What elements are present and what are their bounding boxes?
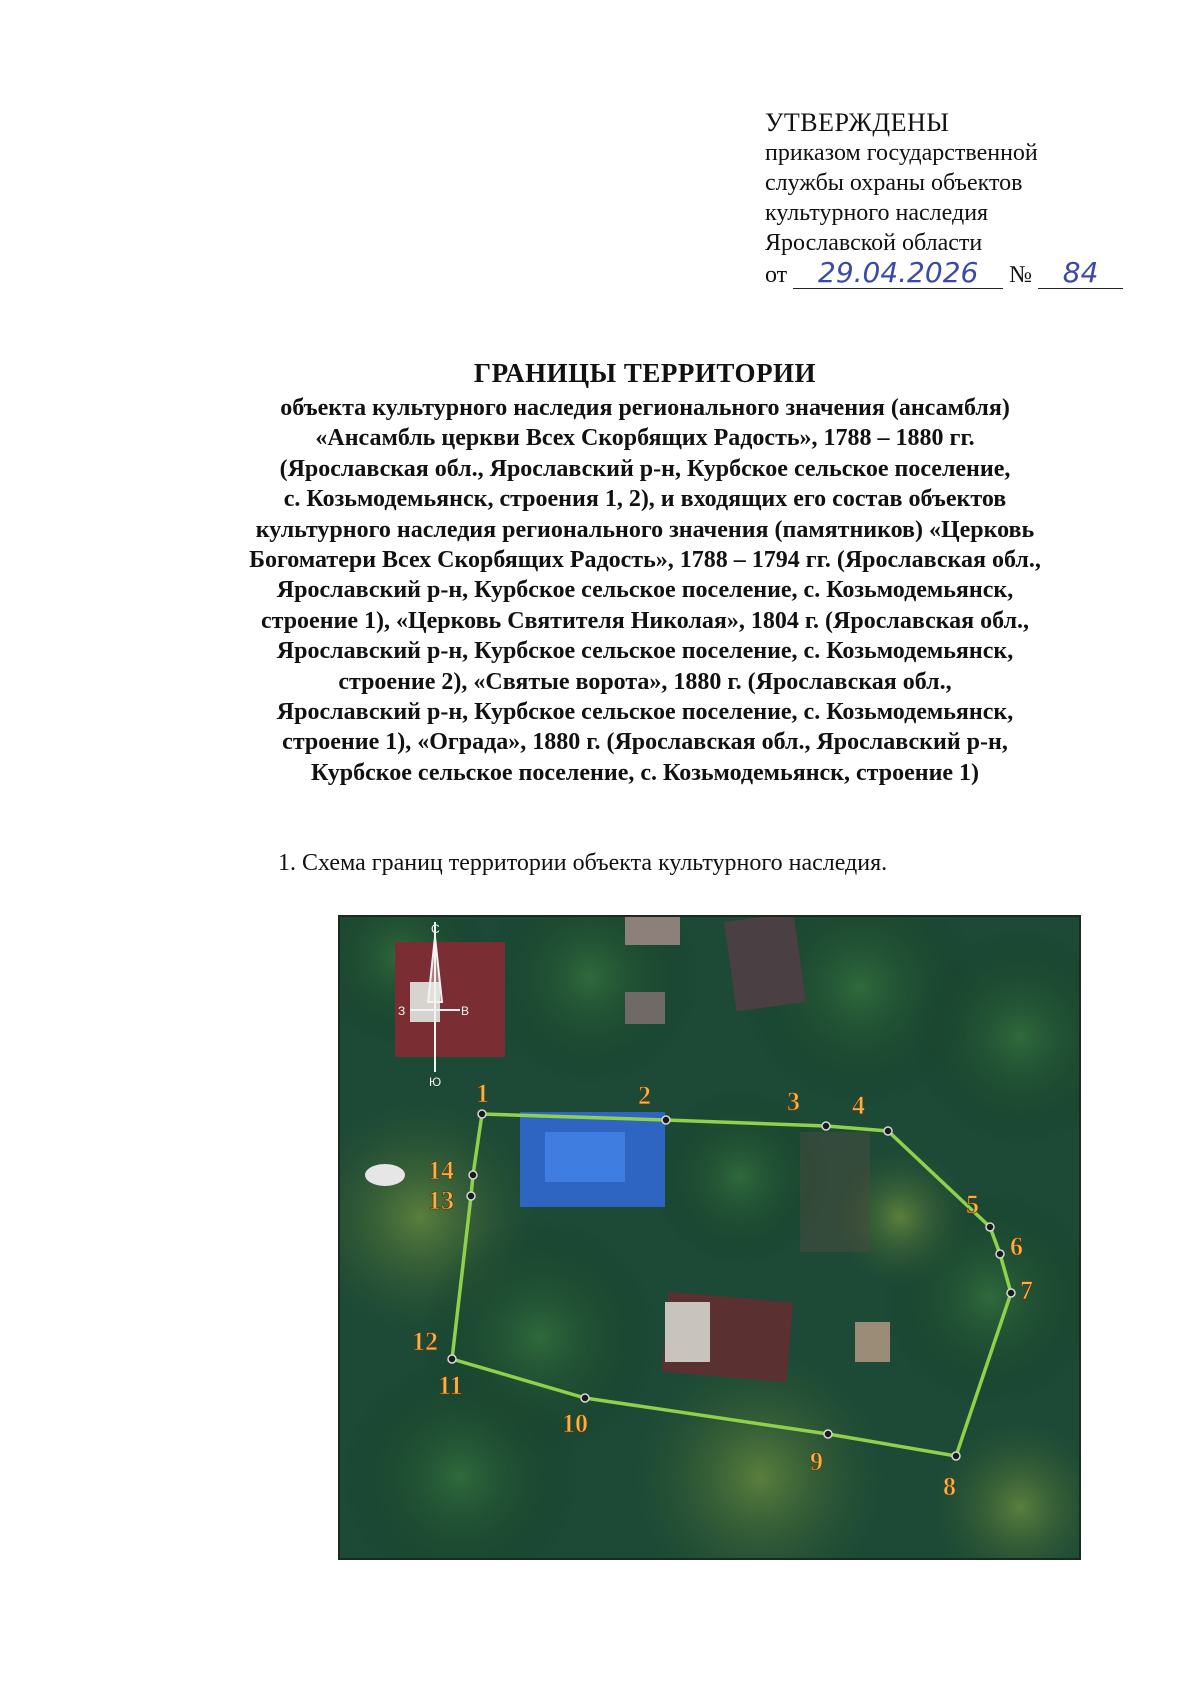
- handwritten-number: 84: [1038, 258, 1123, 289]
- boundary-point-label: 2: [638, 1081, 651, 1110]
- boundary-point-label: 10: [562, 1409, 588, 1438]
- subtitle-line: Ярославский р-н, Курбское сельское поселение, с. Козьмодемьянск,: [276, 638, 1014, 665]
- boundary-point-label: 11: [438, 1371, 463, 1400]
- approval-date-row: [765, 258, 1165, 290]
- subtitle-line: строение 1), «Церковь Святителя Николая», 1804 г. (Ярославская обл.,: [260, 607, 1030, 634]
- compass-west: З: [398, 1004, 406, 1018]
- boundary-point-marker: [478, 1110, 486, 1118]
- subtitle-line: культурного наследия регионального значения (памятников) «Церковь: [255, 516, 1035, 543]
- boundary-point-marker: [952, 1452, 960, 1460]
- boundary-point-label: 6: [1010, 1232, 1023, 1261]
- boundary-point-marker: [986, 1223, 994, 1231]
- boundary-point-marker: [822, 1122, 830, 1130]
- subtitle-line: объекта культурного наследия регионального значения (ансамбля): [280, 395, 1010, 421]
- subtitle-line: Богоматери Всех Скорбящих Радость», 1788 – 1794 гг. (Ярославская обл.,: [249, 547, 1041, 574]
- boundary-point-marker: [884, 1127, 892, 1135]
- boundary-point-label: 13: [428, 1186, 454, 1215]
- document-title: ГРАНИЦЫ ТЕРРИТОРИИ: [473, 358, 817, 388]
- compass-north: С: [431, 922, 440, 936]
- approval-line: культурного наследия: [765, 200, 989, 226]
- approval-line: Ярославской области: [765, 230, 983, 256]
- boundary-point-marker: [996, 1250, 1004, 1258]
- boundary-point-marker: [467, 1192, 475, 1200]
- satellite-image: [340, 917, 1079, 1558]
- boundary-point-label: 5: [966, 1190, 979, 1219]
- subtitle-line: строение 2), «Святые ворота», 1880 г. (Ярославская обл.,: [338, 668, 952, 695]
- boundary-point-marker: [662, 1116, 670, 1124]
- subtitle-line: с. Козьмодемьянск, строения 1, 2), и входящих его состав объектов: [283, 486, 1007, 513]
- number-prefix: №: [1009, 262, 1033, 288]
- compass-south: Ю: [429, 1075, 442, 1089]
- approval-line: приказом государственной: [765, 140, 1038, 166]
- boundary-point-marker: [448, 1355, 456, 1363]
- compass-east: В: [461, 1004, 470, 1018]
- boundary-point-marker: [1007, 1289, 1015, 1297]
- boundary-point-label: 12: [412, 1327, 438, 1356]
- boundary-point-marker: [581, 1394, 589, 1402]
- approval-stamp: [765, 108, 1165, 290]
- boundary-point-label: 14: [428, 1156, 454, 1185]
- boundary-point-marker: [469, 1171, 477, 1179]
- document-title-block: [150, 355, 1140, 788]
- approval-heading: УТВЕРЖДЕНЫ: [765, 108, 950, 137]
- subtitle-line: «Ансамбль церкви Всех Скорбящих Радость», 1788 – 1880 гг.: [315, 425, 975, 452]
- subtitle-line: Ярославский р-н, Курбское сельское поселение, с. Козьмодемьянск,: [276, 577, 1014, 604]
- section-item: 1. Схема границ территории объекта культурного наследия.: [278, 850, 888, 876]
- approval-line: службы охраны объектов: [765, 170, 1023, 196]
- boundary-point-label: 8: [943, 1472, 956, 1501]
- document-subtitle: [150, 393, 1140, 788]
- date-prefix: от: [765, 262, 788, 288]
- subtitle-line: Курбское сельское поселение, с. Козьмодемьянск, строение 1): [310, 759, 980, 786]
- subtitle-line: (Ярославская обл., Ярославский р-н, Курбское сельское поселение,: [279, 455, 1011, 482]
- subtitle-line: строение 1), «Ограда», 1880 г. (Ярославская обл., Ярославский р-н,: [282, 729, 1008, 756]
- boundary-point-label: 9: [810, 1447, 823, 1476]
- boundary-scheme-map: [338, 915, 1081, 1560]
- boundary-point-label: 3: [787, 1087, 800, 1116]
- boundary-point-label: 4: [852, 1091, 865, 1120]
- handwritten-date: 29.04.2026: [793, 258, 1003, 289]
- boundary-point-marker: [824, 1430, 832, 1438]
- subtitle-line: Ярославский р-н, Курбское сельское поселение, с. Козьмодемьянск,: [276, 699, 1014, 726]
- boundary-point-label: 7: [1020, 1276, 1033, 1305]
- boundary-point-label: 1: [476, 1079, 489, 1108]
